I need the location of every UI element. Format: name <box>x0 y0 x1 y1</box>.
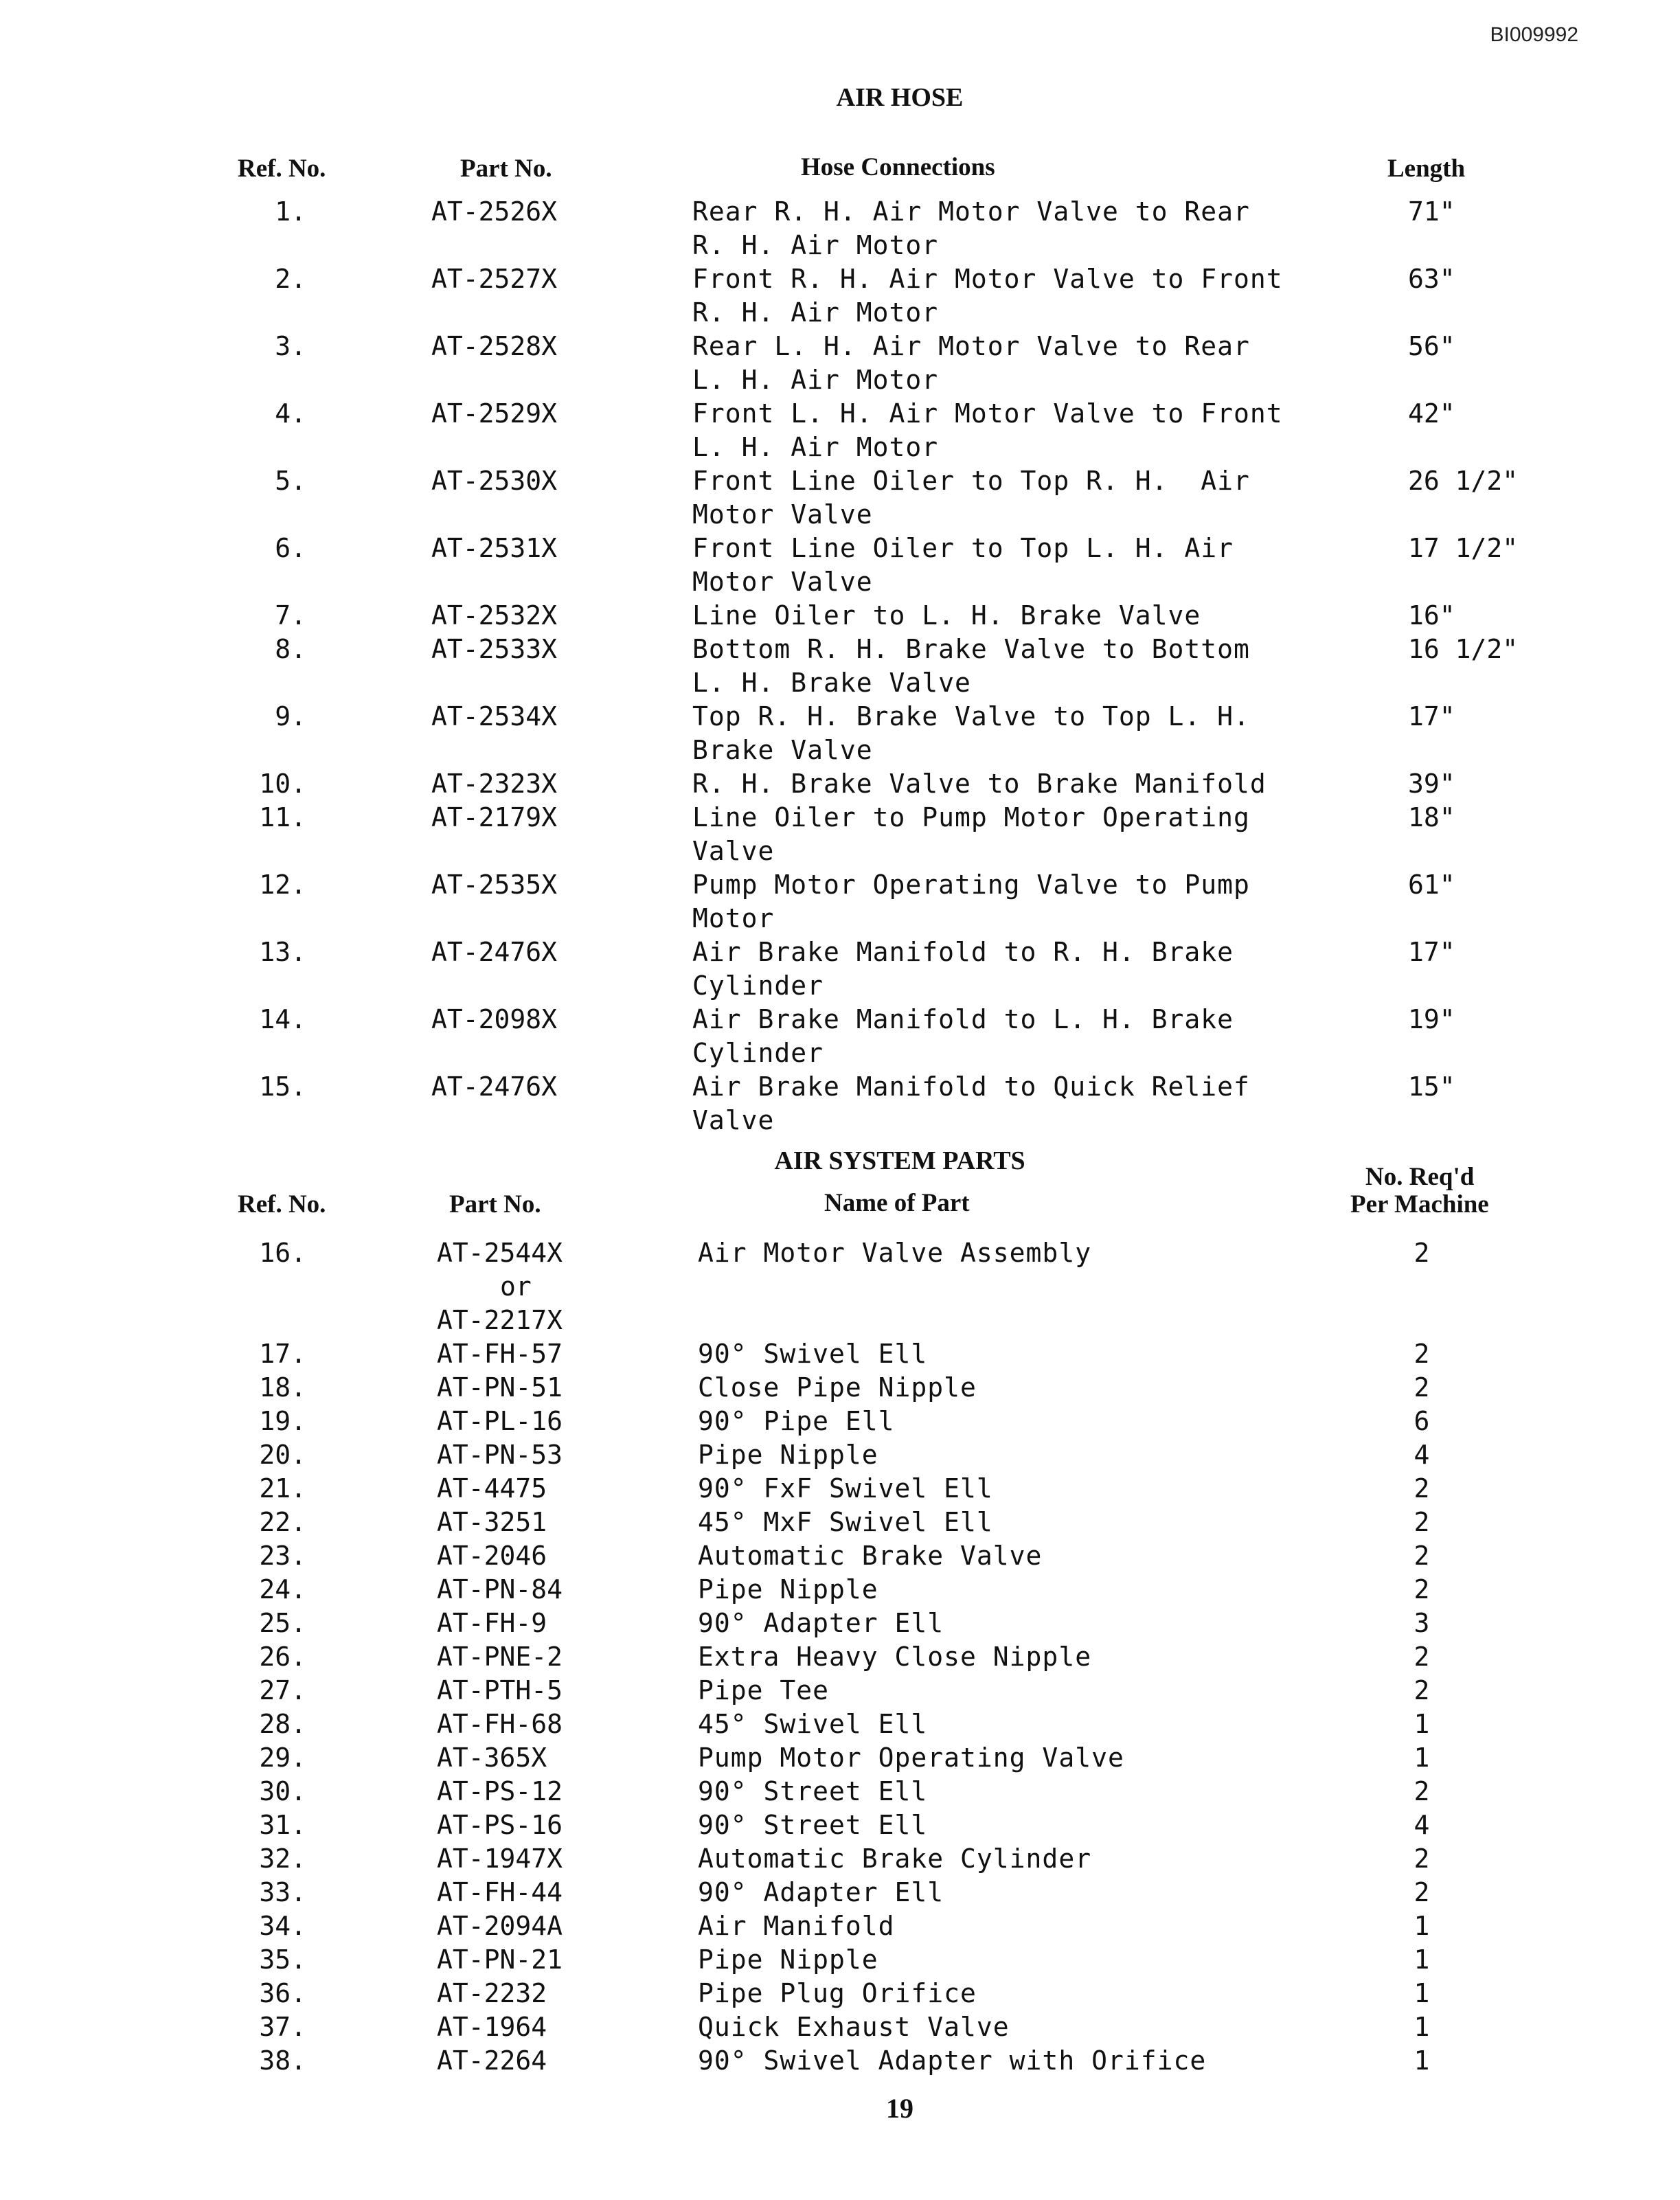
quantity: 2 <box>1414 1675 1430 1705</box>
part-number: AT-1964 <box>437 2012 547 2042</box>
hose-connection: Front Line Oiler to Top R. H. Air Motor Valve <box>692 466 1250 530</box>
part-number: AT-2179X <box>431 802 558 832</box>
quantity: 2 <box>1414 1776 1430 1806</box>
ref-number: 32. <box>259 1844 306 1874</box>
air-system-header-qty-line1: No. Req'd <box>1365 1163 1475 1191</box>
part-name: Pipe Tee <box>698 1675 830 1705</box>
hose-length: 26 1/2" <box>1408 466 1519 496</box>
part-number: AT-2476X <box>431 1071 558 1102</box>
part-number: AT-3251 <box>437 1507 547 1537</box>
part-number: AT-PS-16 <box>437 1810 563 1840</box>
quantity: 3 <box>1414 1608 1430 1638</box>
ref-number: 34. <box>259 1911 306 1941</box>
ref-number: 22. <box>259 1507 306 1537</box>
part-number: AT-PN-21 <box>437 1944 563 1975</box>
ref-number: 1. <box>275 196 306 227</box>
air-system-header-qty-line2: Per Machine <box>1350 1190 1489 1218</box>
ref-number: 20. <box>259 1440 306 1470</box>
part-name: Air Motor Valve Assembly <box>698 1238 1092 1268</box>
ref-number: 28. <box>259 1709 306 1739</box>
hose-connection: Front R. H. Air Motor Valve to Front R. H. Air Motor <box>692 264 1283 328</box>
ref-number: 35. <box>259 1944 306 1975</box>
part-name: 90° Street Ell <box>698 1810 928 1840</box>
ref-number: 36. <box>259 1978 306 2008</box>
hose-length: 39" <box>1408 769 1455 799</box>
ref-number: 5. <box>275 466 306 496</box>
hose-length: 19" <box>1408 1004 1455 1034</box>
hose-connection: R. H. Brake Valve to Brake Manifold <box>692 769 1267 799</box>
air-hose-header-ref: Ref. No. <box>238 155 326 183</box>
part-name: Air Manifold <box>698 1911 895 1941</box>
ref-number: 6. <box>275 533 306 563</box>
part-number: AT-4475 <box>437 1473 547 1504</box>
quantity: 1 <box>1414 1911 1430 1941</box>
ref-number: 3. <box>275 331 306 361</box>
ref-number: 21. <box>259 1473 306 1504</box>
quantity: 2 <box>1414 1238 1430 1268</box>
ref-number: 37. <box>259 2012 306 2042</box>
air-hose-header-desc: Hose Connections <box>801 153 995 181</box>
ref-number: 18. <box>259 1372 306 1403</box>
part-number: AT-PN-51 <box>437 1372 563 1403</box>
part-name: 90° FxF Swivel Ell <box>698 1473 993 1504</box>
hose-length: 56" <box>1408 331 1455 361</box>
part-number: AT-PL-16 <box>437 1406 563 1436</box>
quantity: 4 <box>1414 1440 1430 1470</box>
part-name: Close Pipe Nipple <box>698 1372 977 1403</box>
part-name: Pipe Nipple <box>698 1944 878 1975</box>
ref-number: 13. <box>259 937 306 967</box>
quantity: 2 <box>1414 1877 1430 1907</box>
quantity: 2 <box>1414 1844 1430 1874</box>
quantity: 1 <box>1414 1709 1430 1739</box>
ref-number: 8. <box>275 634 306 664</box>
part-number: AT-1947X <box>437 1844 563 1874</box>
ref-number: 30. <box>259 1776 306 1806</box>
part-name: Pipe Nipple <box>698 1574 878 1604</box>
ref-number: 27. <box>259 1675 306 1705</box>
hose-length: 16" <box>1408 600 1455 631</box>
ref-number: 10. <box>259 769 306 799</box>
part-number: AT-2534X <box>431 701 558 732</box>
hose-connection: Rear R. H. Air Motor Valve to Rear R. H. Air Motor <box>692 196 1250 260</box>
ref-number: 24. <box>259 1574 306 1604</box>
air-hose-header-length: Length <box>1387 155 1466 183</box>
ref-number: 33. <box>259 1877 306 1907</box>
hose-length: 71" <box>1408 196 1455 227</box>
ref-number: 2. <box>275 264 306 294</box>
part-name: 90° Adapter Ell <box>698 1877 944 1907</box>
part-number: AT-2232 <box>437 1978 547 2008</box>
hose-connection: Line Oiler to L. H. Brake Valve <box>692 600 1201 631</box>
part-number: AT-2535X <box>431 870 558 900</box>
part-number: AT-PN-84 <box>437 1574 563 1604</box>
air-system-header-ref: Ref. No. <box>238 1190 326 1218</box>
hose-connection: Top R. H. Brake Valve to Top L. H. Brake Valve <box>692 701 1250 765</box>
document-id: BI009992 <box>1490 23 1578 46</box>
hose-connection: Air Brake Manifold to L. H. Brake Cylinder <box>692 1004 1234 1068</box>
ref-number: 29. <box>259 1743 306 1773</box>
or-text: or <box>500 1271 532 1302</box>
quantity: 4 <box>1414 1810 1430 1840</box>
hose-length: 17" <box>1408 701 1455 732</box>
part-number: AT-2531X <box>431 533 558 563</box>
ref-number: 31. <box>259 1810 306 1840</box>
quantity: 1 <box>1414 2012 1430 2042</box>
hose-connection: Front Line Oiler to Top L. H. Air Motor Valve <box>692 533 1234 597</box>
ref-number: 14. <box>259 1004 306 1034</box>
hose-length: 63" <box>1408 264 1455 294</box>
part-number: AT-FH-57 <box>437 1339 563 1369</box>
part-name: Pump Motor Operating Valve <box>698 1743 1124 1773</box>
hose-connection: Rear L. H. Air Motor Valve to Rear L. H. Air Motor <box>692 331 1250 395</box>
hose-length: 17" <box>1408 937 1455 967</box>
part-name: 90° Swivel Adapter with Orifice <box>698 2045 1207 2076</box>
part-number: AT-2098X <box>431 1004 558 1034</box>
ref-number: 7. <box>275 600 306 631</box>
ref-number: 25. <box>259 1608 306 1638</box>
part-number: AT-2046 <box>437 1541 547 1571</box>
ref-number: 4. <box>275 398 306 429</box>
quantity: 2 <box>1414 1473 1430 1504</box>
hose-length: 61" <box>1408 870 1455 900</box>
part-name: Pipe Plug Orifice <box>698 1978 977 2008</box>
quantity: 1 <box>1414 1944 1430 1975</box>
part-number: AT-2533X <box>431 634 558 664</box>
quantity: 2 <box>1414 1642 1430 1672</box>
ref-number: 16. <box>259 1238 306 1268</box>
quantity: 2 <box>1414 1372 1430 1403</box>
part-number: AT-2323X <box>431 769 558 799</box>
hose-connection: Air Brake Manifold to R. H. Brake Cylinder <box>692 937 1234 1001</box>
hose-connection: Bottom R. H. Brake Valve to Bottom L. H. Brake Valve <box>692 634 1250 698</box>
ref-number: 12. <box>259 870 306 900</box>
part-number: AT-PNE-2 <box>437 1642 563 1672</box>
hose-connection: Pump Motor Operating Valve to Pump Motor <box>692 870 1250 933</box>
hose-length: 16 1/2" <box>1408 634 1519 664</box>
ref-number: 15. <box>259 1071 306 1102</box>
part-number: AT-2526X <box>431 196 558 227</box>
part-name: 90° Adapter Ell <box>698 1608 944 1638</box>
quantity: 2 <box>1414 1574 1430 1604</box>
quantity: 2 <box>1414 1507 1430 1537</box>
quantity: 2 <box>1414 1541 1430 1571</box>
part-name: 45° MxF Swivel Ell <box>698 1507 993 1537</box>
quantity: 1 <box>1414 1978 1430 2008</box>
part-name: Automatic Brake Cylinder <box>698 1844 1092 1874</box>
part-number: AT-PS-12 <box>437 1776 563 1806</box>
quantity: 1 <box>1414 2045 1430 2076</box>
part-name: Quick Exhaust Valve <box>698 2012 1010 2042</box>
hose-length: 17 1/2" <box>1408 533 1519 563</box>
page-number: 19 <box>886 2093 913 2124</box>
part-number: AT-PTH-5 <box>437 1675 563 1705</box>
hose-connection: Front L. H. Air Motor Valve to Front L. H. Air Motor <box>692 398 1283 462</box>
hose-connection: Line Oiler to Pump Motor Operating Valve <box>692 802 1250 866</box>
hose-length: 18" <box>1408 802 1455 832</box>
part-number: AT-2527X <box>431 264 558 294</box>
ref-number: 26. <box>259 1642 306 1672</box>
part-number: AT-2529X <box>431 398 558 429</box>
part-name: 90° Swivel Ell <box>698 1339 928 1369</box>
part-name: 90° Pipe Ell <box>698 1406 895 1436</box>
air-system-header-part: Part No. <box>449 1190 541 1218</box>
part-number: AT-PN-53 <box>437 1440 563 1470</box>
air-system-title: AIR SYSTEM PARTS <box>774 1146 1025 1175</box>
air-hose-title: AIR HOSE <box>836 83 964 112</box>
part-number: AT-2476X <box>431 937 558 967</box>
air-system-header-desc: Name of Part <box>824 1189 970 1217</box>
part-number-alt: AT-2217X <box>437 1305 563 1335</box>
ref-number: 23. <box>259 1541 306 1571</box>
ref-number: 19. <box>259 1406 306 1436</box>
part-name: 90° Street Ell <box>698 1776 928 1806</box>
quantity: 2 <box>1414 1339 1430 1369</box>
part-name: 45° Swivel Ell <box>698 1709 928 1739</box>
part-number: AT-2530X <box>431 466 558 496</box>
quantity: 6 <box>1414 1406 1430 1436</box>
part-number: AT-FH-9 <box>437 1608 547 1638</box>
part-number: AT-2094A <box>437 1911 563 1941</box>
part-number: AT-FH-44 <box>437 1877 563 1907</box>
air-hose-header-part: Part No. <box>460 155 552 183</box>
quantity: 1 <box>1414 1743 1430 1773</box>
ref-number: 11. <box>259 802 306 832</box>
part-name: Automatic Brake Valve <box>698 1541 1043 1571</box>
ref-number: 38. <box>259 2045 306 2076</box>
part-number: AT-2532X <box>431 600 558 631</box>
part-number: AT-365X <box>437 1743 547 1773</box>
part-number: AT-2528X <box>431 331 558 361</box>
part-number: AT-2264 <box>437 2045 547 2076</box>
hose-length: 15" <box>1408 1071 1455 1102</box>
hose-length: 42" <box>1408 398 1455 429</box>
hose-connection: Air Brake Manifold to Quick Relief Valve <box>692 1071 1250 1135</box>
ref-number: 9. <box>275 701 306 732</box>
part-number: AT-FH-68 <box>437 1709 563 1739</box>
part-number: AT-2544X <box>437 1238 563 1268</box>
part-name: Pipe Nipple <box>698 1440 878 1470</box>
part-name: Extra Heavy Close Nipple <box>698 1642 1092 1672</box>
ref-number: 17. <box>259 1339 306 1369</box>
